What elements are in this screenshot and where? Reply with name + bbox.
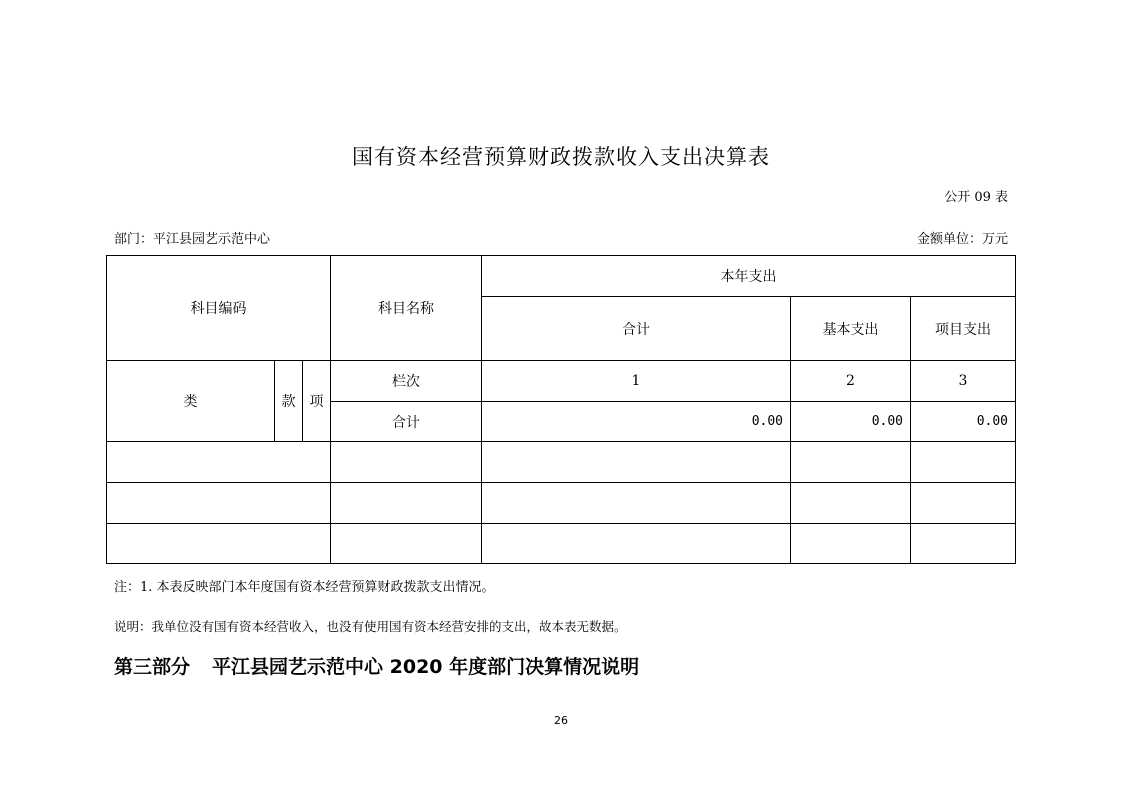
header-subject-name: 科目名称	[378, 301, 434, 317]
page-title: 国有资本经营预算财政拨款收入支出决算表	[352, 145, 770, 169]
department-label: 部门：平江县园艺示范中心	[114, 232, 271, 247]
section-heading	[114, 652, 639, 679]
header-expenditure-group: 本年支出	[720, 269, 777, 285]
row-index-label: 栏次	[392, 374, 420, 390]
total-value: 0.00	[751, 414, 783, 429]
table-note: 注：1. 本表反映部门本年度国有资本经营预算财政拨款支出情况。	[114, 580, 495, 595]
page-number: 26	[554, 714, 568, 727]
project-value: 0.00	[976, 414, 1008, 429]
header-project-expenditure: 项目支出	[935, 321, 991, 338]
subheader-item: 项	[309, 394, 324, 410]
subheader-section: 款	[281, 394, 296, 410]
index-1: 1	[631, 373, 641, 389]
table-explanation: 说明：我单位没有国有资本经营收入，也没有使用国有资本经营安排的支出，故本表无数据。	[114, 619, 627, 634]
index-2: 2	[846, 373, 855, 389]
header-total: 合计	[622, 321, 650, 338]
unit-label: 金额单位：万元	[916, 232, 1008, 247]
subheader-category: 类	[183, 394, 198, 410]
header-basic-expenditure: 基本支出	[822, 321, 879, 338]
section-heading-title: 平江县园艺示范中心 2020 年度部门决算情况说明	[212, 656, 640, 678]
basic-value: 0.00	[871, 414, 903, 429]
header-subject-code: 科目编码	[190, 301, 247, 317]
form-number: 公开 09 表	[944, 190, 1008, 205]
budget-table	[106, 255, 1016, 564]
row-total-label: 合计	[392, 414, 420, 431]
section-heading-part: 第三部分	[114, 656, 191, 678]
index-3: 3	[958, 373, 968, 389]
